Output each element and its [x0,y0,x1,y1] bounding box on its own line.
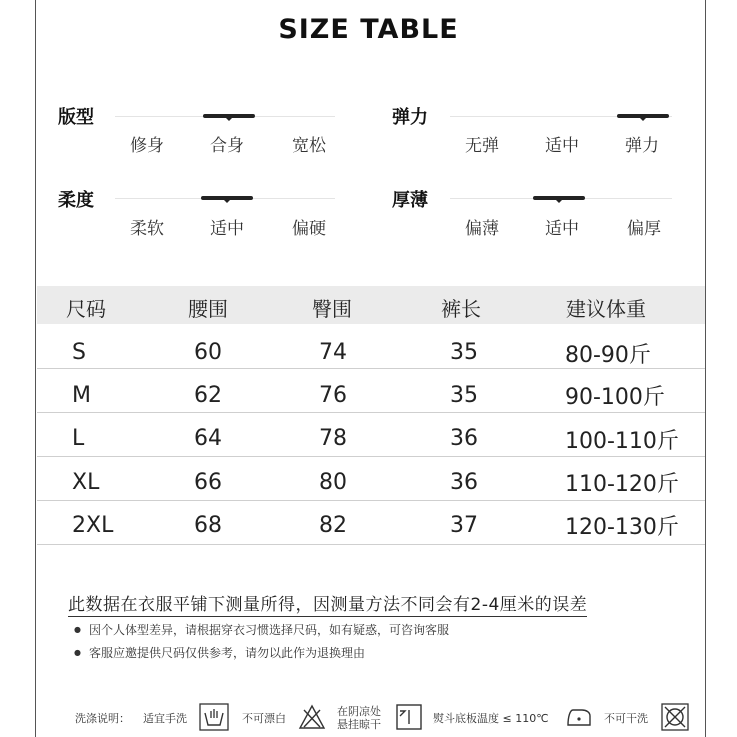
header-length: 裤长 [441,297,481,321]
cell-length: 37 [450,513,478,538]
cell-hip: 74 [319,340,347,365]
cell-weight: 90-100斤 [565,385,665,410]
cell-waist: 60 [194,340,222,365]
iron-icon [564,703,594,731]
no-bleach-text: 不可漂白 [242,712,286,725]
cell-waist: 68 [194,513,222,538]
hang-dry-icon [395,703,423,731]
cell-weight: 80-90斤 [565,343,651,368]
cell-hip: 82 [319,513,347,538]
hand-wash-text: 适宜手洗 [143,712,187,725]
header-weight: 建议体重 [566,297,646,321]
header-waist: 腰围 [188,297,228,321]
no-bleach-icon [297,703,327,731]
page-title: SIZE TABLE [278,14,459,45]
cell-hip: 76 [319,383,347,408]
no-dry-clean-icon [660,703,690,731]
right-border-line [705,0,706,737]
iron-text: 熨斗底板温度 ≤ 110℃ [433,712,549,725]
scale-marker [533,196,585,200]
scale-option: 弹力 [625,136,659,156]
scale-option: 偏硬 [292,219,326,239]
cell-length: 35 [450,383,478,408]
cell-size: XL [72,470,100,495]
cell-hip: 78 [319,426,347,451]
cell-hip: 80 [319,470,347,495]
cell-size: 2XL [72,513,114,538]
cell-weight: 120-130斤 [565,515,679,540]
scale-option: 宽松 [292,136,326,156]
care-label: 洗涤说明： [75,712,130,725]
no-dry-clean-text: 不可干洗 [604,712,648,725]
hand-wash-icon [199,703,229,731]
header-hip: 臀围 [312,297,352,321]
note-bullet: ● 客服应邀提供尺码仅供参考，请勿以此作为退换理由 [74,644,365,661]
measurement-note: 此数据在衣服平铺下测量所得，因测量方法不同会有2-4厘米的误差 [68,590,587,617]
scale-marker [201,196,253,200]
cell-length: 36 [450,426,478,451]
note-bullet: ● 因个人体型差异，请根据穿衣习惯选择尺码，如有疑惑，可咨询客服 [74,621,449,638]
attribute-label: 版型 [58,107,94,128]
scale-marker [203,114,255,118]
cell-weight: 110-120斤 [565,472,679,497]
scale-option: 适中 [545,136,579,156]
shade-dry-text-1: 在阴凉处 [337,705,381,718]
scale-option: 偏薄 [465,219,499,239]
header-size: 尺码 [66,297,106,321]
cell-size: M [72,383,91,408]
attribute-label: 柔度 [58,190,94,211]
scale-option: 修身 [130,136,164,156]
left-border-line [35,0,36,737]
scale-option: 柔软 [130,219,164,239]
attribute-label: 弹力 [392,107,428,128]
cell-length: 35 [450,340,478,365]
cell-waist: 64 [194,426,222,451]
scale-option: 适中 [545,219,579,239]
cell-length: 36 [450,470,478,495]
shade-dry-text-2: 悬挂晾干 [337,718,381,731]
cell-size: L [72,426,85,451]
scale-option: 偏厚 [627,219,661,239]
cell-weight: 100-110斤 [565,429,679,454]
cell-waist: 62 [194,383,222,408]
scale-marker [617,114,669,118]
cell-waist: 66 [194,470,222,495]
scale-option: 合身 [210,136,244,156]
attribute-label: 厚薄 [392,190,428,211]
cell-size: S [72,340,86,365]
scale-option: 适中 [210,219,244,239]
scale-option: 无弹 [465,136,499,156]
